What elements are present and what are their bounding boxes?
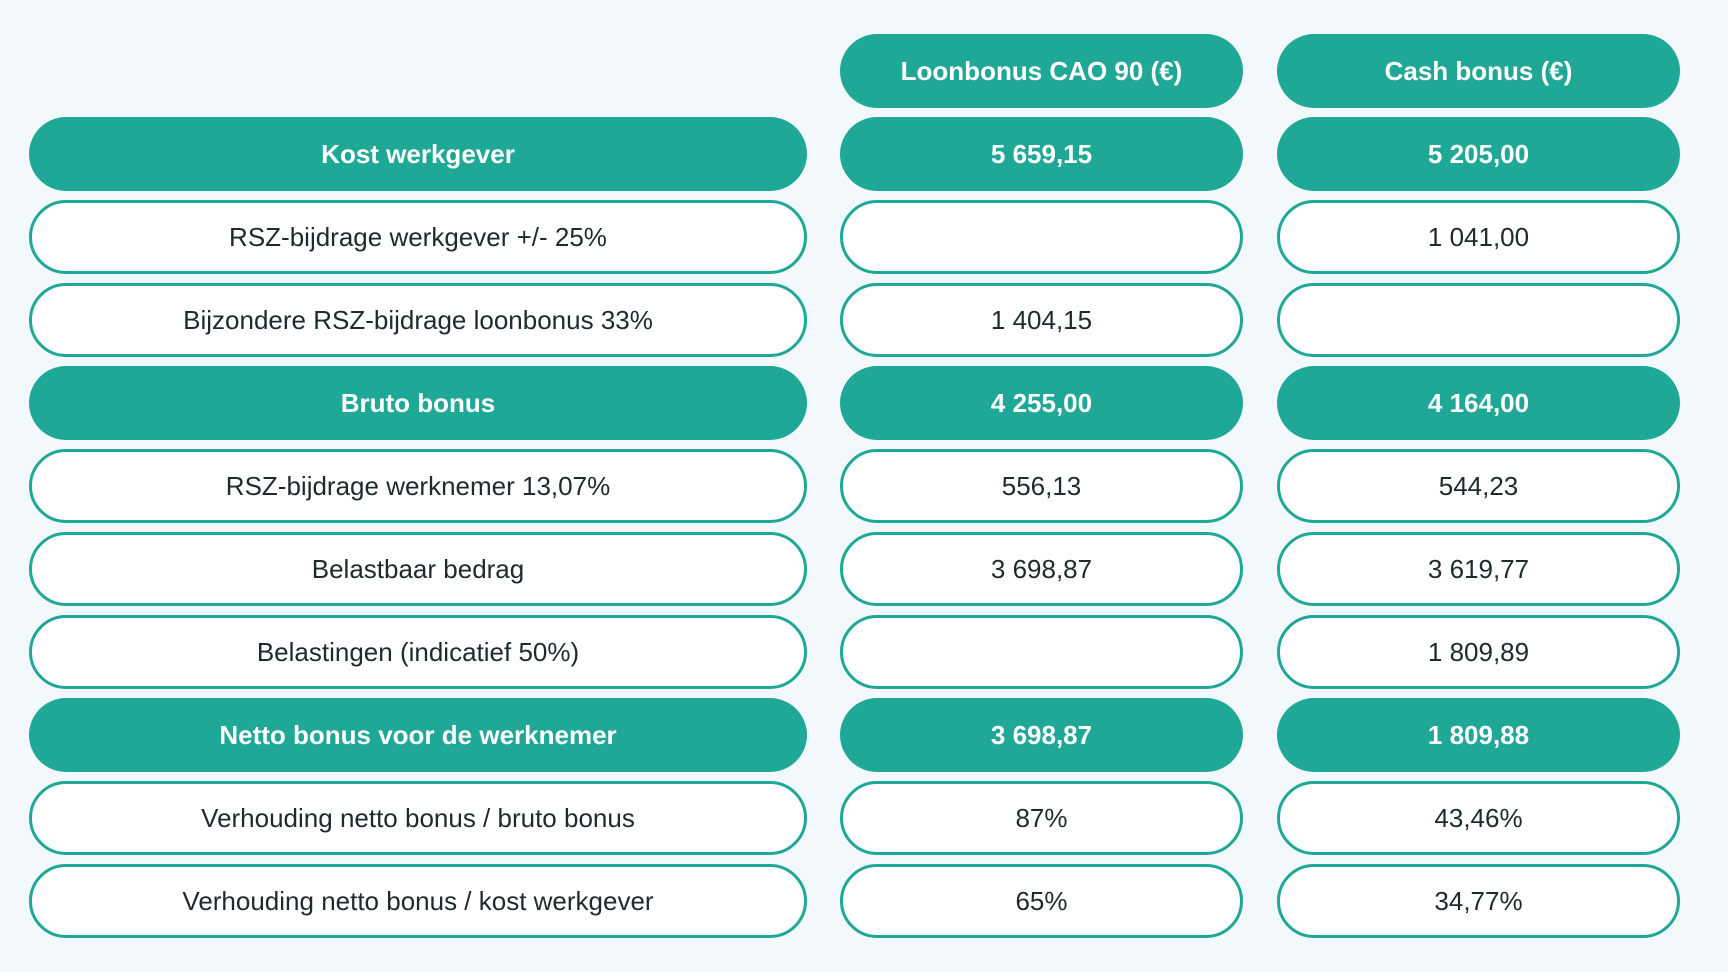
row-label-text: Verhouding netto bonus / kost werkgever xyxy=(182,885,654,916)
cell-value: 5 205,00 xyxy=(1427,138,1530,169)
cell-cash-rsz-werkgever xyxy=(1277,200,1680,274)
cell-cash-rsz-werknemer xyxy=(1277,449,1680,523)
column-header-cash-bonus-label: Cash bonus (€) xyxy=(1384,55,1573,86)
cell-loonbonus-netto-bonus xyxy=(840,698,1243,772)
row-label-text: Bijzondere RSZ-bijdrage loonbonus 33% xyxy=(183,304,653,335)
cell-value: 3 619,77 xyxy=(1427,553,1530,584)
cell-cash-bijzondere-rsz xyxy=(1277,283,1680,357)
row-label-netto-bonus xyxy=(29,698,807,772)
cell-value: 43,46% xyxy=(1434,802,1523,833)
cell-loonbonus-rsz-werknemer xyxy=(840,449,1243,523)
cell-loonbonus-verhouding-bruto xyxy=(840,781,1243,855)
cell-loonbonus-bijzondere-rsz xyxy=(840,283,1243,357)
cell-loonbonus-bruto-bonus xyxy=(840,366,1243,440)
row-label-belastingen xyxy=(29,615,807,689)
cell-value: 1 404,15 xyxy=(990,304,1093,335)
cell-value: 65% xyxy=(1015,885,1068,916)
cell-cash-belastingen xyxy=(1277,615,1680,689)
cell-loonbonus-belastingen xyxy=(840,615,1243,689)
row-label-text: Verhouding netto bonus / bruto bonus xyxy=(201,802,635,833)
row-label-text: RSZ-bijdrage werkgever +/- 25% xyxy=(229,221,607,252)
cell-loonbonus-verhouding-kost xyxy=(840,864,1243,938)
cell-value: 4 255,00 xyxy=(990,387,1093,418)
row-label-text: Belastingen (indicatief 50%) xyxy=(256,636,580,667)
row-label-text: Netto bonus voor de werknemer xyxy=(219,719,617,750)
cell-value: 1 809,89 xyxy=(1427,636,1530,667)
cell-value: 1 041,00 xyxy=(1427,221,1530,252)
row-label-rsz-werkgever xyxy=(29,200,807,274)
row-label-text: Kost werkgever xyxy=(321,138,515,169)
row-label-kost-werkgever xyxy=(29,117,807,191)
cell-value: 556,13 xyxy=(1001,470,1082,501)
row-label-text: RSZ-bijdrage werknemer 13,07% xyxy=(225,470,611,501)
cell-cash-belastbaar-bedrag xyxy=(1277,532,1680,606)
row-label-verhouding-kost xyxy=(29,864,807,938)
cell-loonbonus-kost-werkgever xyxy=(840,117,1243,191)
cell-cash-verhouding-bruto xyxy=(1277,781,1680,855)
cell-loonbonus-belastbaar-bedrag xyxy=(840,532,1243,606)
column-header-cash-bonus xyxy=(1277,34,1680,108)
cell-cash-netto-bonus xyxy=(1277,698,1680,772)
cell-loonbonus-rsz-werkgever xyxy=(840,200,1243,274)
cell-value: 87% xyxy=(1015,802,1068,833)
column-header-loonbonus xyxy=(840,34,1243,108)
row-label-rsz-werknemer xyxy=(29,449,807,523)
cell-value: 1 809,88 xyxy=(1427,719,1530,750)
cell-cash-bruto-bonus xyxy=(1277,366,1680,440)
cell-value: 34,77% xyxy=(1434,885,1523,916)
cell-value: 3 698,87 xyxy=(990,553,1093,584)
cell-value: 4 164,00 xyxy=(1427,387,1530,418)
row-label-verhouding-bruto xyxy=(29,781,807,855)
cell-value: 3 698,87 xyxy=(990,719,1093,750)
cell-cash-verhouding-kost xyxy=(1277,864,1680,938)
column-header-loonbonus-label: Loonbonus CAO 90 (€) xyxy=(900,55,1183,86)
row-label-belastbaar-bedrag xyxy=(29,532,807,606)
row-label-bruto-bonus xyxy=(29,366,807,440)
cell-value: 544,23 xyxy=(1438,470,1519,501)
row-label-text: Bruto bonus xyxy=(340,387,496,418)
row-label-text: Belastbaar bedrag xyxy=(311,553,525,584)
cell-value: 5 659,15 xyxy=(990,138,1093,169)
row-label-bijzondere-rsz xyxy=(29,283,807,357)
cell-cash-kost-werkgever xyxy=(1277,117,1680,191)
